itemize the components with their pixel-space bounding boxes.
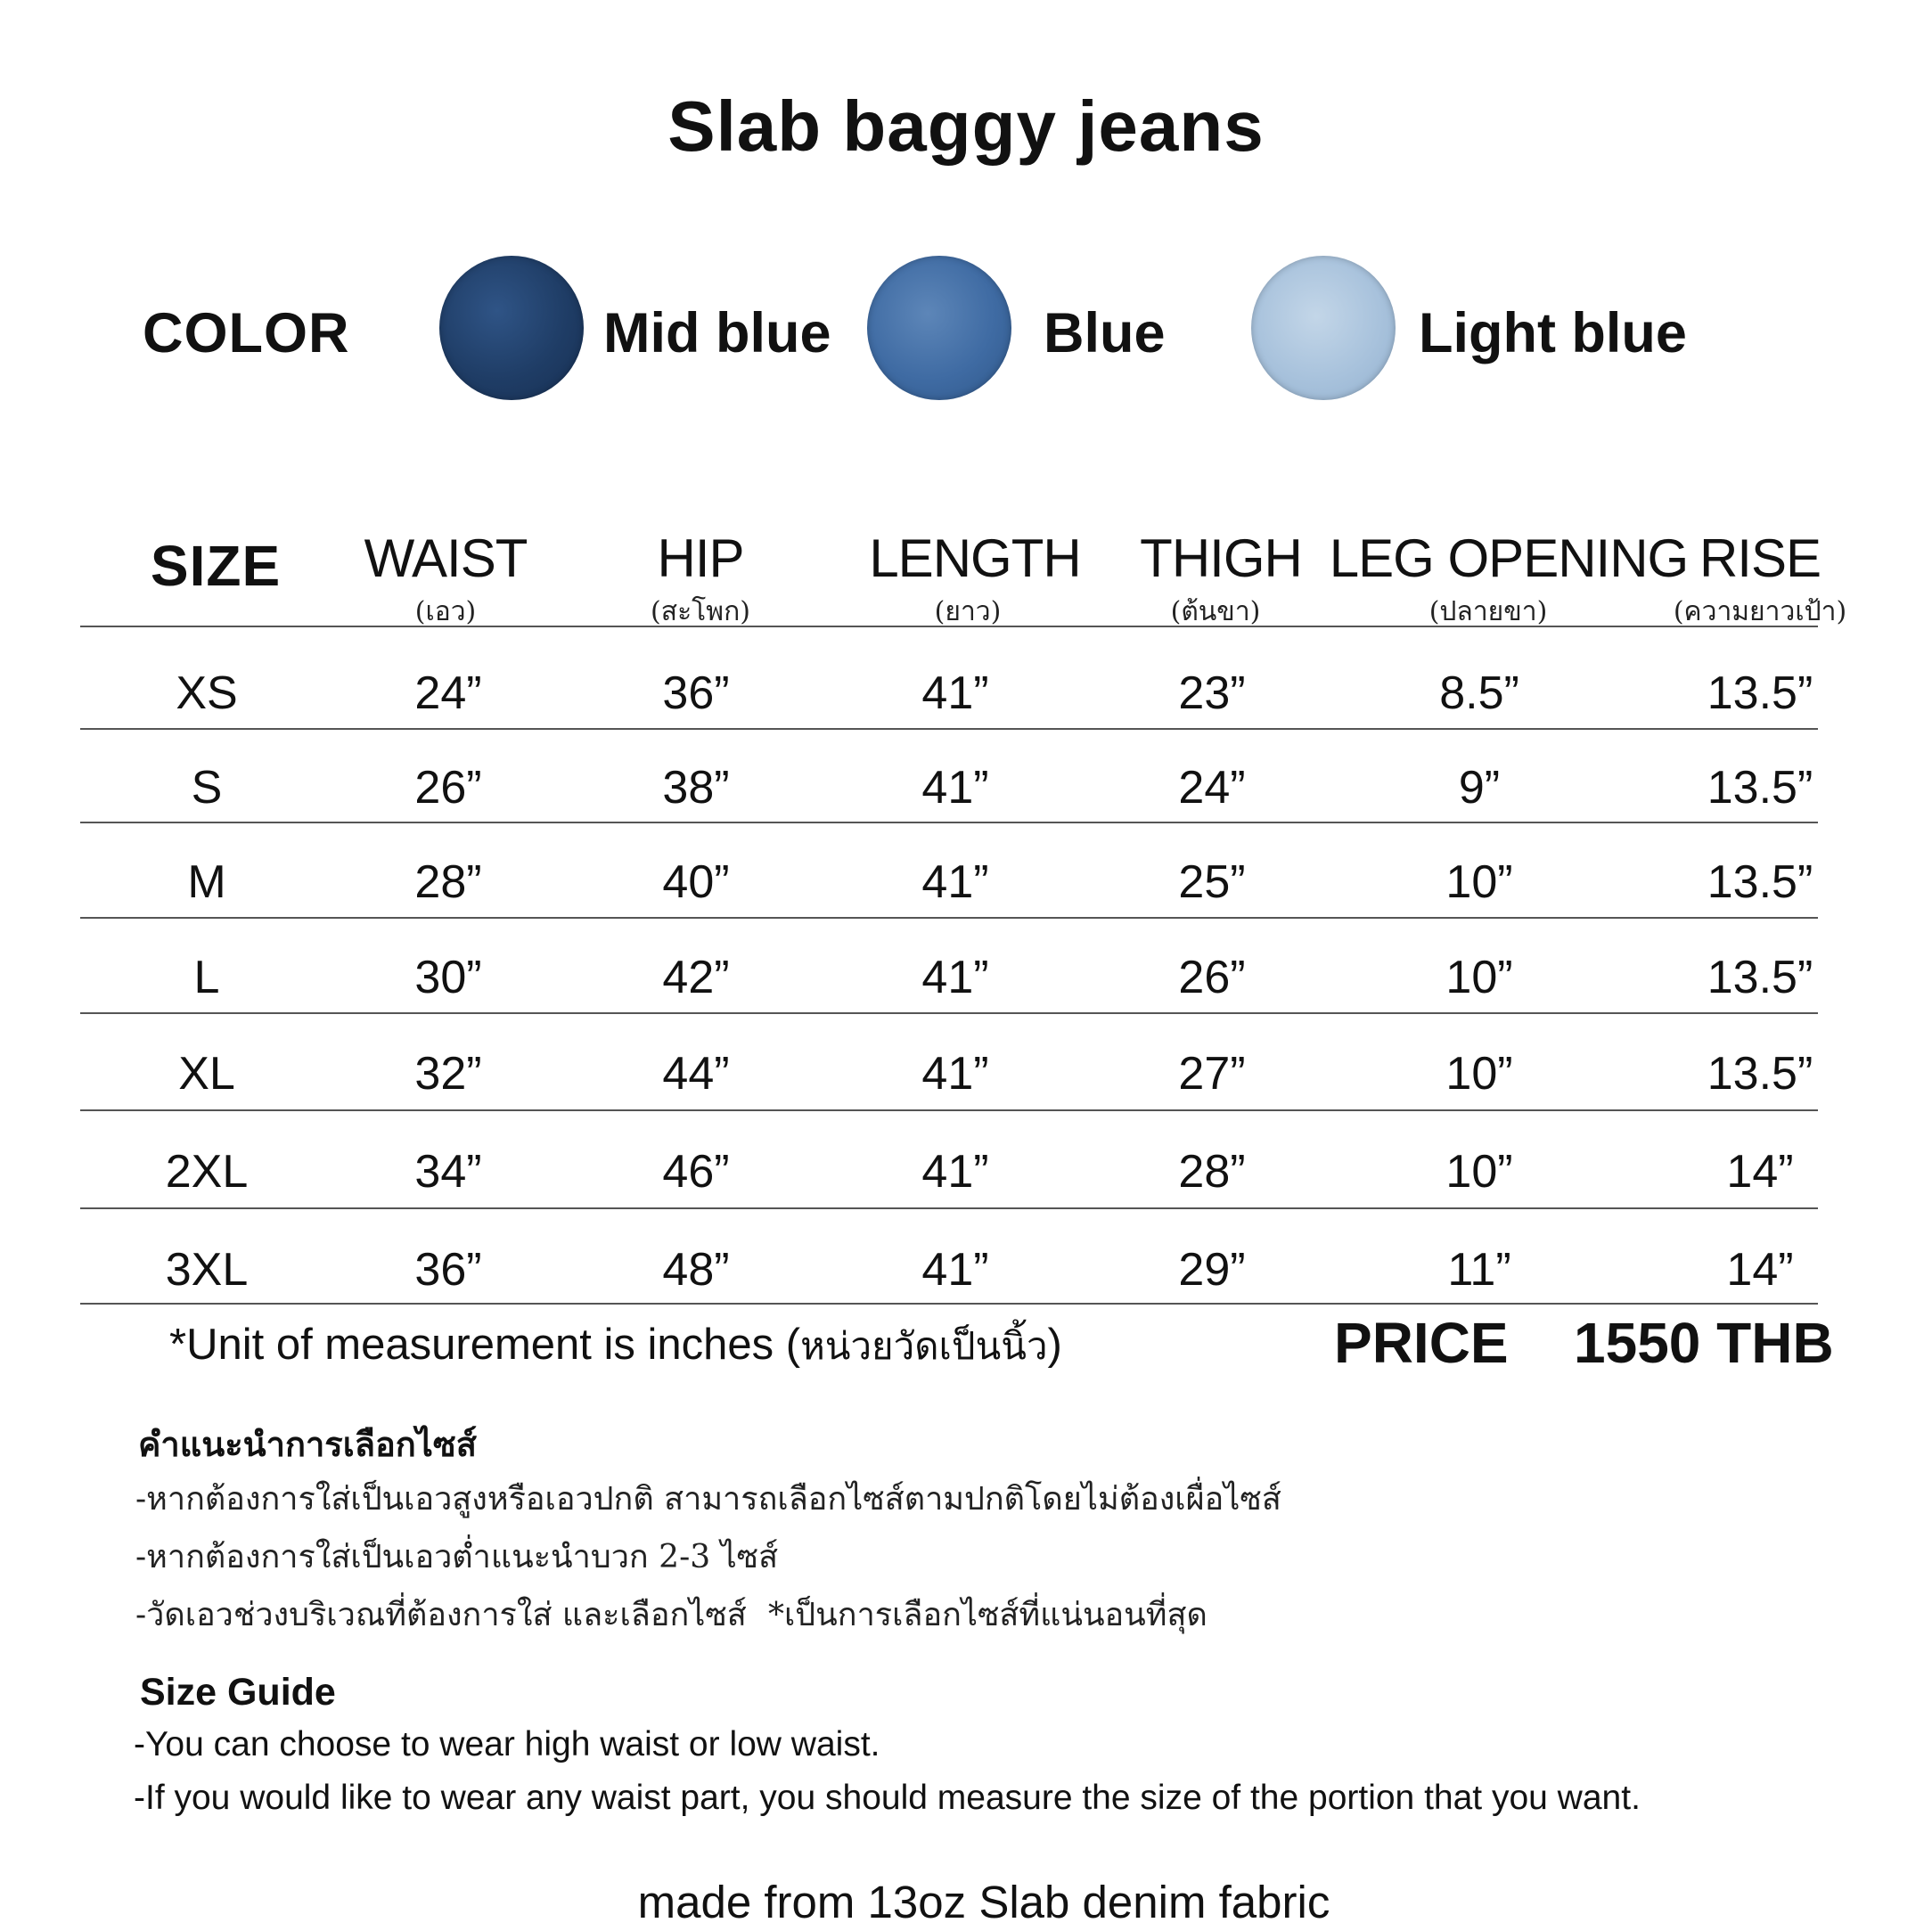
size-guide-title: Size Guide: [140, 1671, 336, 1714]
cell-thigh: 29”: [1178, 1244, 1246, 1296]
size-guide-line-1: -You can choose to wear high waist or low waist.: [134, 1725, 880, 1763]
header-hip: HIP: [657, 528, 744, 588]
swatch-label-light-blue: Light blue: [1419, 302, 1687, 364]
cell-waist: 34”: [414, 1146, 482, 1198]
cell-thigh: 25”: [1178, 856, 1246, 908]
cell-size: M: [187, 856, 226, 908]
cell-leg-opening: 10”: [1445, 856, 1513, 908]
cell-size: 2XL: [165, 1146, 249, 1198]
fabric-footer: made from 13oz Slab denim fabric: [637, 1877, 1330, 1927]
swatch-label-blue: Blue: [1044, 302, 1166, 364]
cell-hip: 38”: [662, 762, 730, 814]
swatch-mid-blue[interactable]: [439, 256, 584, 400]
header-thigh-thai: (ต้นขา): [1170, 596, 1261, 627]
cell-length: 41”: [921, 1146, 989, 1198]
cell-thigh: 26”: [1178, 952, 1246, 1003]
cell-length: 41”: [921, 1048, 989, 1100]
thai-guide-line-1: -หากต้องการใส่เป็นเอวสูงหรือเอวปกติ สามารถเลือกไซส์ตามปกติโดยไม่ต้องเผื่อไซส์: [135, 1481, 1281, 1518]
cell-waist: 30”: [414, 952, 482, 1003]
thai-guide-line-3: -วัดเอวช่วงบริเวณที่ต้องการใส่ และเลือกไซส์: [135, 1597, 747, 1633]
cell-hip: 48”: [662, 1244, 730, 1296]
header-length: LENGTH: [869, 528, 1081, 588]
cell-leg-opening: 10”: [1445, 952, 1513, 1003]
cell-leg-opening: 10”: [1445, 1146, 1513, 1198]
cell-rise: 13.5”: [1707, 762, 1813, 814]
header-size: SIZE: [150, 534, 282, 598]
size-guide-line-2: -If you would like to wear any waist part, you should measure the size of the portion that you want.: [134, 1779, 1641, 1817]
cell-rise: 13.5”: [1707, 667, 1813, 719]
swatch-label-mid-blue: Mid blue: [603, 302, 831, 364]
header-leg-opening-thai: (ปลายขา): [1429, 596, 1548, 627]
cell-waist: 24”: [414, 667, 482, 719]
swatch-blue[interactable]: [867, 256, 1011, 400]
header-waist-thai: (เอว): [414, 596, 477, 627]
cell-length: 41”: [921, 856, 989, 908]
cell-rise: 13.5”: [1707, 1048, 1813, 1100]
cell-thigh: 28”: [1178, 1146, 1246, 1198]
cell-hip: 36”: [662, 667, 730, 719]
cell-hip: 46”: [662, 1146, 730, 1198]
cell-thigh: 27”: [1178, 1048, 1246, 1100]
swatch-light-blue[interactable]: [1251, 256, 1396, 400]
row-divider: [80, 1012, 1818, 1014]
cell-length: 41”: [921, 667, 989, 719]
row-divider: [80, 728, 1818, 730]
cell-size: L: [193, 952, 220, 1003]
header-leg-opening: LEG OPENING: [1329, 528, 1689, 588]
cell-thigh: 23”: [1178, 667, 1246, 719]
price-value: 1550 THB: [1574, 1311, 1834, 1375]
row-divider: [80, 1207, 1818, 1209]
header-divider: [80, 626, 1818, 627]
row-divider: [80, 822, 1818, 823]
header-waist: WAIST: [364, 528, 528, 588]
cell-hip: 42”: [662, 952, 730, 1003]
cell-hip: 44”: [662, 1048, 730, 1100]
cell-leg-opening: 9”: [1458, 762, 1501, 814]
row-divider: [80, 1109, 1818, 1111]
header-rise-thai: (ความยาวเป้า): [1673, 596, 1847, 627]
cell-length: 41”: [921, 952, 989, 1003]
cell-waist: 32”: [414, 1048, 482, 1100]
unit-note-text: *Unit of measurement is inches (: [169, 1321, 801, 1369]
unit-note-thai: หน่วยวัดเป็นนิ้ว: [800, 1324, 1048, 1368]
cell-leg-opening: 10”: [1445, 1048, 1513, 1100]
header-rise: RISE: [1699, 528, 1821, 588]
cell-rise: 13.5”: [1707, 952, 1813, 1003]
cell-rise: 14”: [1726, 1244, 1794, 1296]
cell-waist: 36”: [414, 1244, 482, 1296]
cell-rise: 13.5”: [1707, 856, 1813, 908]
cell-size: S: [191, 762, 223, 814]
cell-leg-opening: 11”: [1447, 1244, 1511, 1296]
unit-note-close: ): [1047, 1321, 1062, 1369]
cell-hip: 40”: [662, 856, 730, 908]
unit-note: [169, 1317, 1062, 1376]
thai-guide-note: *เป็นการเลือกไซส์ที่แน่นอนที่สุด: [768, 1597, 1208, 1633]
cell-length: 41”: [921, 1244, 989, 1296]
page-title: Slab baggy jeans: [667, 86, 1265, 166]
cell-waist: 26”: [414, 762, 482, 814]
cell-leg-opening: 8.5”: [1439, 667, 1519, 719]
cell-size: XL: [178, 1048, 235, 1100]
cell-length: 41”: [921, 762, 989, 814]
cell-rise: 14”: [1726, 1146, 1794, 1198]
cell-size: XS: [176, 667, 238, 719]
header-length-thai: (ยาว): [934, 596, 1002, 627]
cell-waist: 28”: [414, 856, 482, 908]
cell-size: 3XL: [165, 1244, 249, 1296]
thai-guide-line-2: -หากต้องการใส่เป็นเอวต่ำแนะนำบวก 2-3 ไซส์: [135, 1539, 779, 1575]
header-thigh: THIGH: [1140, 528, 1302, 588]
price-label: PRICE: [1334, 1311, 1509, 1375]
color-label: COLOR: [143, 302, 350, 364]
cell-thigh: 24”: [1178, 762, 1246, 814]
row-divider: [80, 917, 1818, 919]
row-divider: [80, 1303, 1818, 1305]
header-hip-thai: (สะโพก): [651, 596, 750, 627]
thai-guide-title: คำแนะนำการเลือกไซส์: [138, 1424, 477, 1464]
